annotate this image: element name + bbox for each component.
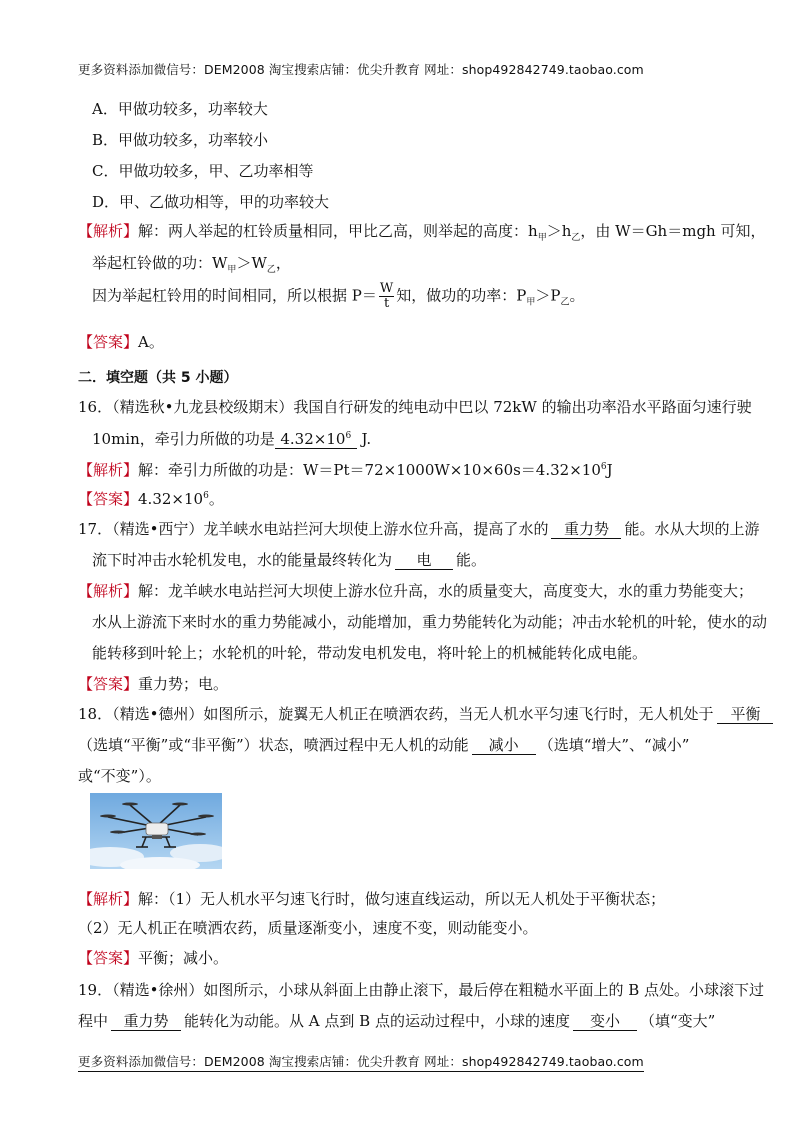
q18-blank1: 平衡 (717, 706, 773, 724)
q18-line1: 18．（精选•德州）如图所示，旋翼无人机正在喷洒农药，当无人机水平匀速飞行时，无人机处于 平衡 (78, 703, 773, 724)
q16-blank: $4.32\times 10^6$ (275, 428, 357, 449)
q17-analysis-line2: 水从上游流下来时水的重力势能减小，动能增加，重力势能转化为动能；冲击水轮机的叶轮，使水的动 (92, 613, 768, 631)
q16-line1: 16．（精选秋•九龙县校级期末）我国自行研发的纯电动中巴以 72kW 的输出功率沿水平路面匀速行驶 (78, 398, 752, 416)
q18-blank2: 减小 (472, 737, 536, 755)
q17-line2: 流下时冲击水轮机发电，水的能量最终转化为 电 能。 (92, 551, 487, 569)
q15-answer: 【答案】A。 (78, 333, 164, 351)
drone-photo (90, 793, 222, 869)
option-b: B．甲做功较多，功率较小 (92, 131, 269, 149)
q17-analysis-line3: 能转移到叶轮上；水轮机的叶轮，带动发电机发电，将叶轮上的机械能转化成电能。 (92, 644, 648, 662)
q18-answer: 【答案】平衡；减小。 (78, 949, 229, 967)
q16-answer: 【答案】$4.32\times 10^6$。 (78, 490, 224, 508)
answer-tag: 【答案】 (78, 333, 139, 351)
page-footer: 更多资料添加微信号：DEM2008 淘宝搜索店铺：优尖升教育 网址：shop492842749.taobao.com (78, 1052, 644, 1072)
q16-line2: 10min，牵引力所做的功是 $4.32\times 10^6$ J. (92, 430, 372, 448)
q18-line3: 或“不变”）。 (78, 767, 161, 785)
page-header: 更多资料添加微信号：DEM2008 淘宝搜索店铺：优尖升教育 网址：shop492842749.taobao.com (78, 62, 644, 77)
q15-analysis-line1: 【解析】解：两人举起的杠铃质量相同，甲比乙高，则举起的高度：$h_甲>h_乙$，由 W＝Gh＝mgh 可知， (78, 222, 766, 243)
q19-blank1: 重力势 (111, 1013, 181, 1031)
option-d: D．甲、乙做功相等，甲的功率较大 (92, 193, 330, 211)
q15-analysis-line2: 举起杠铃做的功：$W_甲>W_乙$， (92, 254, 291, 275)
q17-blank1: 重力势 (551, 521, 621, 539)
drone-illustration (90, 793, 222, 869)
q17-blank2: 电 (395, 552, 453, 570)
q16-analysis: 【解析】解：牵引力所做的功是：$W=Pt=72\times 1000W\times 10\times 60s=4.32\times 10^6J$ (78, 461, 613, 479)
q17-analysis-line1: 【解析】解：龙羊峡水电站拦河大坝使上游水位升高，水的质量变大，高度变大，水的重力势能变大； (78, 582, 754, 600)
q18-analysis-line1: 【解析】解：（1）无人机水平匀速飞行时，做匀速直线运动，所以无人机处于平衡状态； (78, 890, 666, 908)
q17-line1: 17．（精选•西宁）龙羊峡水电站拦河大坝使上游水位升高，提高了水的 重力势 能。水从大坝的上游 (78, 520, 760, 538)
q15-analysis-line3: 因为举起杠铃用的时间相同，所以根据 P＝ $\frac{W}{t}$ 知，做功的功率：$P_甲>P_乙$。 (92, 281, 585, 311)
option-a: A．甲做功较多，功率较大 (92, 100, 268, 118)
q19-blank2: 变小 (573, 1013, 637, 1031)
q19-line1: 19．（精选•徐州）如图所示，小球从斜面上由静止滚下，最后停在粗糙水平面上的 B 点处。小球滚下过 (78, 981, 764, 999)
q17-answer: 【答案】重力势；电。 (78, 675, 229, 693)
option-c: C．甲做功较多，甲、乙功率相等 (92, 162, 314, 180)
section-title: 二．填空题（共 5 小题） (78, 370, 238, 386)
q18-line2: （选填“平衡”或“非平衡”）状态，喷洒过程中无人机的动能 减小 （选填“增大”、“减小” (78, 736, 690, 754)
fraction-w-over-t: $\frac{W}{t}$ (379, 281, 394, 311)
q18-analysis-line2: （2）无人机正在喷洒农药，质量逐渐变小，速度不变，则动能变小。 (78, 919, 538, 937)
q19-line2: 程中 重力势 能转化为动能。从 A 点到 B 点的运动过程中，小球的速度 变小 （填“变大” (78, 1012, 716, 1030)
analysis-tag: 【解析】 (78, 222, 139, 240)
